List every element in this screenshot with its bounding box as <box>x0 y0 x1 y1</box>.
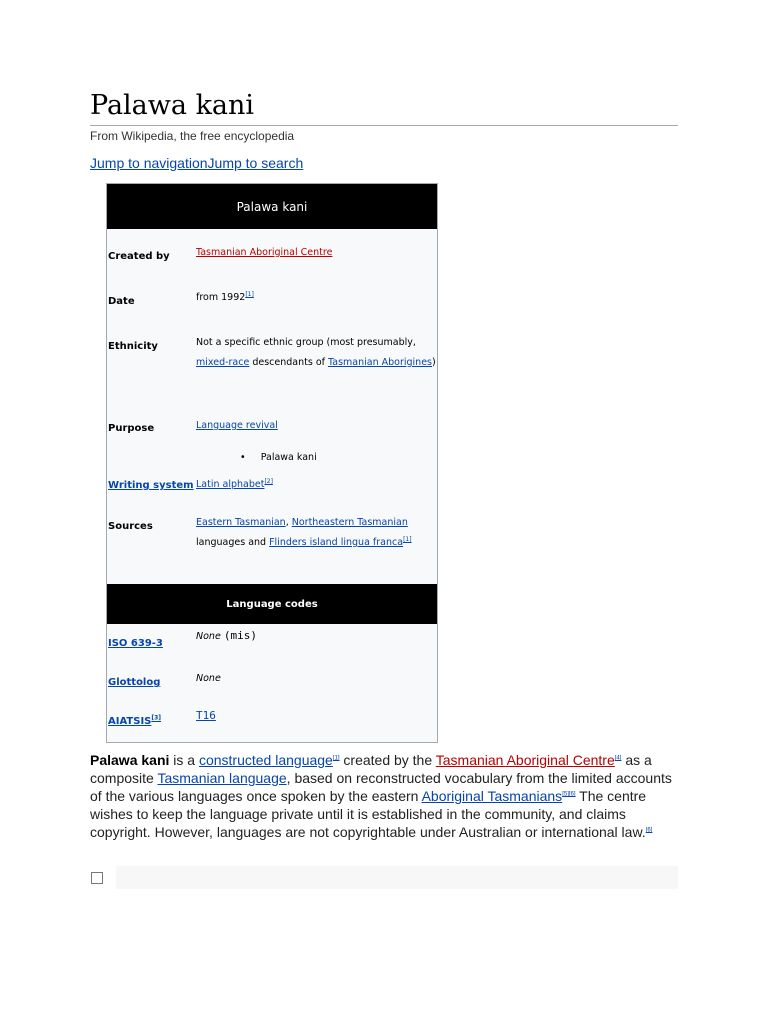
northeastern-tasmanian-link[interactable]: Northeastern Tasmanian <box>291 517 408 528</box>
infobox-header: Palawa kani <box>107 184 437 229</box>
aiatsis-code-link[interactable]: T16 <box>196 709 216 722</box>
toc-placeholder-bar <box>116 866 678 889</box>
aiatsis-value <box>196 706 436 727</box>
jump-links <box>90 155 303 171</box>
page-title: Palawa kani <box>90 90 255 121</box>
writing-system-link[interactable]: Writing system <box>108 480 194 491</box>
glottolog-value: None <box>196 673 221 684</box>
title-divider <box>90 125 678 126</box>
tasmanian-language-link[interactable]: Tasmanian language <box>157 770 287 786</box>
flinders-island-lingua-franca-link[interactable]: Flinders island lingua franca <box>269 537 404 548</box>
ethnicity-value: Not a specific ethnic group (most presumably, mixed-race descendants of Tasmanian Aborigines) <box>196 337 436 368</box>
article-subject: Palawa kani <box>90 752 170 768</box>
latin-alphabet-link[interactable]: Latin alphabet <box>196 479 265 490</box>
language-revival-link[interactable]: Language revival <box>196 420 278 431</box>
constructed-language-link[interactable]: constructed language <box>198 752 333 768</box>
aiatsis-ref-link[interactable]: [3] <box>151 714 162 722</box>
jump-to-search-link[interactable]: Jump to search <box>207 155 304 171</box>
created-by-value <box>196 243 436 263</box>
lead-paragraph: Palawa kani is a constructed language[1] created by the Tasmanian Aboriginal Centre[4] as a composite Tasmanian language, based on reconstructed vocabulary from the limited accounts of the various languages once spoken by the eastern Aboriginal Tasmanians[5][6] The centre wishes to keep the language private until it is established in the community, and claims copyright. However, languages are not copyrightable under Australian or international law.[6] <box>90 752 672 840</box>
language-codes-header: Language codes <box>107 584 437 624</box>
date-value: from 1992[1] <box>196 290 254 303</box>
aiatsis-label <box>108 716 161 727</box>
glottolog-link[interactable]: Glottolog <box>108 677 161 688</box>
ref-link-1[interactable]: [1] <box>332 755 340 762</box>
jump-to-navigation-link[interactable]: Jump to navigation <box>90 155 208 171</box>
iso-value: None (mis) <box>196 629 257 642</box>
ref-link-4[interactable]: [4] <box>614 755 622 762</box>
sources-value: Eastern Tasmanian, Northeastern Tasmanian languages and Flinders island lingua franca[1] <box>196 517 412 548</box>
writing-ref-link[interactable]: [2] <box>264 477 273 485</box>
site-tagline: From Wikipedia, the free encyclopedia <box>90 129 295 143</box>
tasmanian-aborigines-link[interactable]: Tasmanian Aborigines <box>328 357 432 368</box>
mixed-race-link[interactable]: mixed-race <box>196 357 250 368</box>
date-label: Date <box>108 296 135 307</box>
sources-ref-link[interactable]: [1] <box>403 535 412 543</box>
toc-checkbox[interactable] <box>91 872 103 884</box>
ethnicity-label: Ethnicity <box>108 341 158 352</box>
purpose-value <box>196 416 436 436</box>
date-ref-link[interactable]: [1] <box>245 290 254 298</box>
purpose-label: Purpose <box>108 423 155 434</box>
aiatsis-link[interactable]: AIATSIS <box>108 716 152 727</box>
tasmanian-aboriginal-centre-link[interactable]: Tasmanian Aboriginal Centre <box>435 752 615 768</box>
purpose-bullet-item: • Palawa kani <box>240 452 317 463</box>
aboriginal-tasmanians-link[interactable]: Aboriginal Tasmanians <box>421 788 563 804</box>
created-by-link[interactable]: Tasmanian Aboriginal Centre <box>196 247 333 258</box>
created-by-label: Created by <box>108 251 170 262</box>
sources-label: Sources <box>108 521 153 532</box>
ref-link-6[interactable]: [6] <box>645 827 653 834</box>
writing-system-value <box>196 475 436 495</box>
ref-link-5-6[interactable]: [5][6] <box>562 791 576 798</box>
iso-639-3-link[interactable]: ISO 639-3 <box>108 638 163 649</box>
eastern-tasmanian-link[interactable]: Eastern Tasmanian <box>196 517 286 528</box>
infobox <box>106 183 438 743</box>
